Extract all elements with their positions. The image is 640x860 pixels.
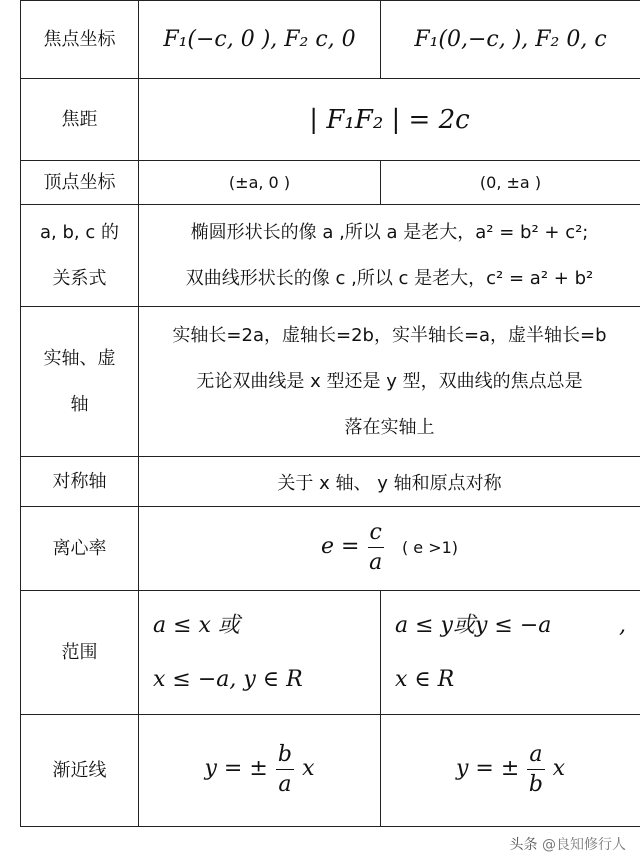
range-y-line1: a ≤ y或y ≤ −a: [395, 612, 552, 638]
focus-x-axis: F₁(−c, 0 ), F₂ c, 0: [139, 1, 381, 79]
focus-y-axis: F₁(0,−c, ), F₂ 0, c: [381, 1, 640, 79]
label-axes: [21, 307, 139, 457]
symmetry-text: 关于 x 轴、 y 轴和原点对称: [139, 457, 640, 507]
row-symmetry: [21, 457, 640, 507]
relation-content: [139, 205, 640, 307]
hyperbola-properties-table: [20, 0, 640, 827]
label-vertex: 顶点坐标: [21, 161, 139, 205]
watermark-prefix: 头条: [509, 837, 538, 853]
range-y-line1-wrap: [395, 599, 640, 653]
vertex-x-axis: (±a, 0 ): [139, 161, 381, 205]
eccentricity-numerator: c: [368, 519, 384, 548]
asymptote-y-denominator: b: [528, 772, 543, 797]
asymptote-y-lhs: y = ±: [455, 756, 520, 781]
label-symmetry: 对称轴: [21, 457, 139, 507]
eccentricity-formula: [139, 507, 640, 591]
row-range: [21, 591, 640, 715]
label-focal-distance: 焦距: [21, 79, 139, 161]
axes-foci-line-end: 落在实轴上: [344, 416, 435, 438]
axes-foci-line: 无论双曲线是 x 型还是 y 型，双曲线的焦点总是: [196, 370, 583, 392]
row-axes: [21, 307, 640, 457]
label-relation-line2: 关系式: [52, 267, 107, 289]
asymptote-x-fraction: [276, 741, 294, 800]
eccentricity-lhs: e =: [320, 534, 360, 559]
row-focal-distance: [21, 79, 640, 161]
asymptote-y-axis: [381, 715, 640, 827]
asymptote-x-axis: [139, 715, 381, 827]
range-x-axis: [139, 591, 381, 715]
label-eccentricity: 离心率: [21, 507, 139, 591]
asymptote-y-fraction: [527, 741, 544, 800]
label-focus: 焦点坐标: [21, 1, 139, 79]
label-range: 范围: [21, 591, 139, 715]
label-asymptote: 渐近线: [21, 715, 139, 827]
row-asymptote: [21, 715, 640, 827]
row-relation: [21, 205, 640, 307]
asymptote-y-rhs: x: [552, 756, 566, 781]
range-x-line1: a ≤ x 或: [153, 612, 240, 638]
range-x-line2: x ≤ −a, y ∈ R: [153, 666, 303, 692]
range-y-comma: ,: [619, 612, 626, 638]
label-axes-line1: 实轴、虚: [43, 347, 116, 369]
watermark: [510, 834, 626, 854]
focal-distance-formula: | F₁F₂ | = 2c: [139, 79, 640, 161]
row-vertex: [21, 161, 640, 205]
relation-hyperbola-line: 双曲线形状长的像 c ,所以 c 是老大，c² = a² + b²: [185, 267, 594, 289]
vertex-y-axis: (0, ±a ): [381, 161, 640, 205]
eccentricity-denominator: a: [369, 550, 383, 575]
label-axes-line2: 轴: [70, 393, 89, 415]
asymptote-x-numerator: b: [276, 741, 294, 770]
eccentricity-fraction: [368, 519, 384, 578]
range-y-line2: x ∈ R: [395, 666, 455, 692]
range-y-axis: [381, 591, 640, 715]
relation-ellipse-line: 椭圆形状长的像 a ,所以 a 是老大，a² = b² + c²;: [190, 221, 589, 243]
watermark-handle: @良知修行人: [542, 837, 626, 853]
eccentricity-condition: ( e >1): [401, 538, 459, 557]
axes-lengths-line: 实轴长=2a，虚轴长=2b，实半轴长=a，虚半轴长=b: [172, 324, 607, 346]
label-relation-line1: a, b, c 的: [40, 221, 119, 243]
label-relation: [21, 205, 139, 307]
asymptote-x-lhs: y = ±: [204, 756, 268, 781]
asymptote-x-rhs: x: [302, 756, 315, 781]
asymptote-x-denominator: a: [278, 772, 292, 797]
row-focus: [21, 1, 640, 79]
axes-content: [139, 307, 640, 457]
asymptote-y-numerator: a: [527, 741, 544, 770]
row-eccentricity: [21, 507, 640, 591]
